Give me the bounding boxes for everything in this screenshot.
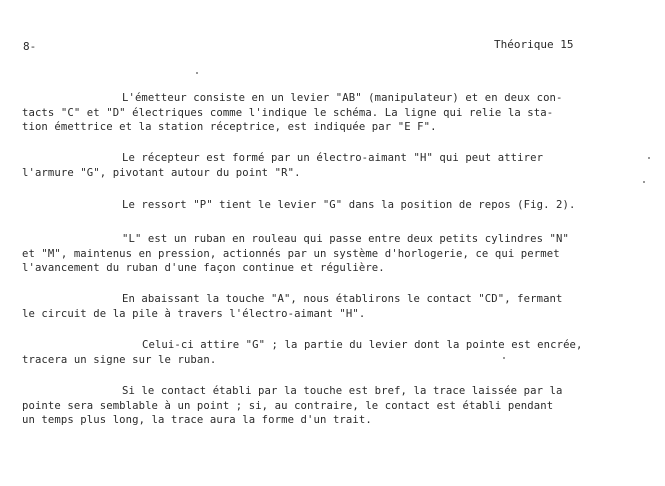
text-line: tion émettrice et la station réceptrice, est indiquée par "E F". [22, 121, 437, 133]
scan-speck [196, 72, 198, 74]
paragraph-attire [22, 338, 622, 367]
scan-speck [643, 181, 645, 183]
text-line: l'armure "G", pivotant autour du point "R". [22, 166, 301, 179]
text-line: En abaissant la touche "A", nous établirons le contact "CD", fermant [122, 293, 563, 305]
text-line: et "M", maintenus en pression, actionnés par un système d'horlogerie, ce qui permet [22, 247, 560, 260]
text-line: tracera un signe sur le ruban. [22, 353, 217, 366]
text-line: Celui-ci attire "G" ; la partie du levier dont la pointe est encrée, [142, 339, 583, 351]
paragraph-ruban [22, 232, 622, 276]
text-line: l'avancement du ruban d'une façon continue et régulière. [22, 262, 385, 274]
text-line: Si le contact établi par la touche est bref, la trace laissée par la [122, 385, 563, 397]
page-number: 8- [23, 40, 37, 53]
text-line: Le ressort "P" tient le levier "G" dans la position de repos (Fig. 2). [122, 199, 576, 211]
text-line: tacts "C" et "D" électriques comme l'indique le schéma. La ligne qui relie la sta- [22, 106, 554, 119]
paragraph-contact [22, 384, 622, 428]
paragraph-touche [22, 292, 622, 321]
text-line: un temps plus long, la trace aura la forme d'un trait. [22, 414, 372, 426]
paragraph-ressort [22, 198, 622, 213]
section-header: Théorique 15 [494, 38, 574, 51]
text-line: Le récepteur est formé par un électro-aimant "H" qui peut attirer [122, 152, 544, 164]
paragraph-recepteur [22, 151, 622, 180]
paragraph-emetteur [22, 91, 622, 135]
scan-speck [648, 157, 650, 159]
text-line: pointe sera semblable à un point ; si, au contraire, le contact est établi pendant [22, 399, 554, 412]
text-line: L'émetteur consiste en un levier "AB" (manipulateur) et en deux con- [122, 92, 563, 104]
text-line: "L" est un ruban en rouleau qui passe entre deux petits cylindres "N" [122, 233, 569, 245]
text-line: le circuit de la pile à travers l'électro-aimant "H". [22, 307, 366, 320]
scan-speck [503, 357, 505, 359]
